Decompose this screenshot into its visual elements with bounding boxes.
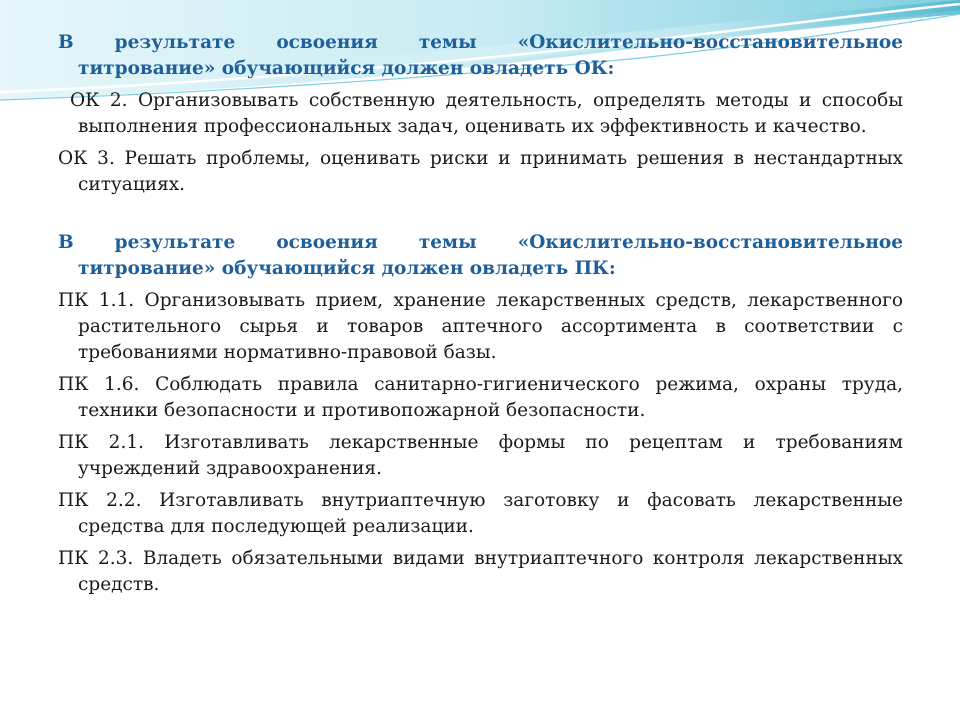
section-heading-pk: В результате освоения темы «Окислительно-восстановительное титрование» обучающийся должен овладеть ПК: bbox=[58, 232, 903, 279]
list-item-pk-1-1: ПК 1.1. Организовывать прием, хранение лекарственных средств, лекарственного растительного сырья и товаров аптечного ассортимента в соответствии с требованиями нормативно-правовой базы. bbox=[58, 290, 903, 363]
list-item-pk-1-6: ПК 1.6. Соблюдать правила санитарно-гигиенического режима, охраны труда, техники безопасности и противопожарной безопасности. bbox=[58, 374, 903, 421]
list-item-pk-2-2: ПК 2.2. Изготавливать внутриаптечную заготовку и фасовать лекарственные средства для последующей реализации. bbox=[58, 490, 903, 537]
list-item-ok-3: ОК 3. Решать проблемы, оценивать риски и принимать решения в нестандартных ситуациях. bbox=[58, 148, 903, 195]
slide-content bbox=[58, 30, 903, 598]
list-item-ok-2: ОК 2. Организовывать собственную деятельность, определять методы и способы выполнения профессиональных задач, оценивать их эффективность и качество. bbox=[70, 90, 903, 137]
list-item-pk-2-1: ПК 2.1. Изготавливать лекарственные формы по рецептам и требованиям учреждений здравоохранения. bbox=[58, 432, 903, 479]
list-item-pk-2-3: ПК 2.3. Владеть обязательными видами внутриаптечного контроля лекарственных средств. bbox=[58, 548, 903, 595]
section-heading-ok: В результате освоения темы «Окислительно-восстановительное титрование» обучающийся должен овладеть ОК: bbox=[58, 32, 903, 79]
section-spacer bbox=[58, 198, 903, 230]
